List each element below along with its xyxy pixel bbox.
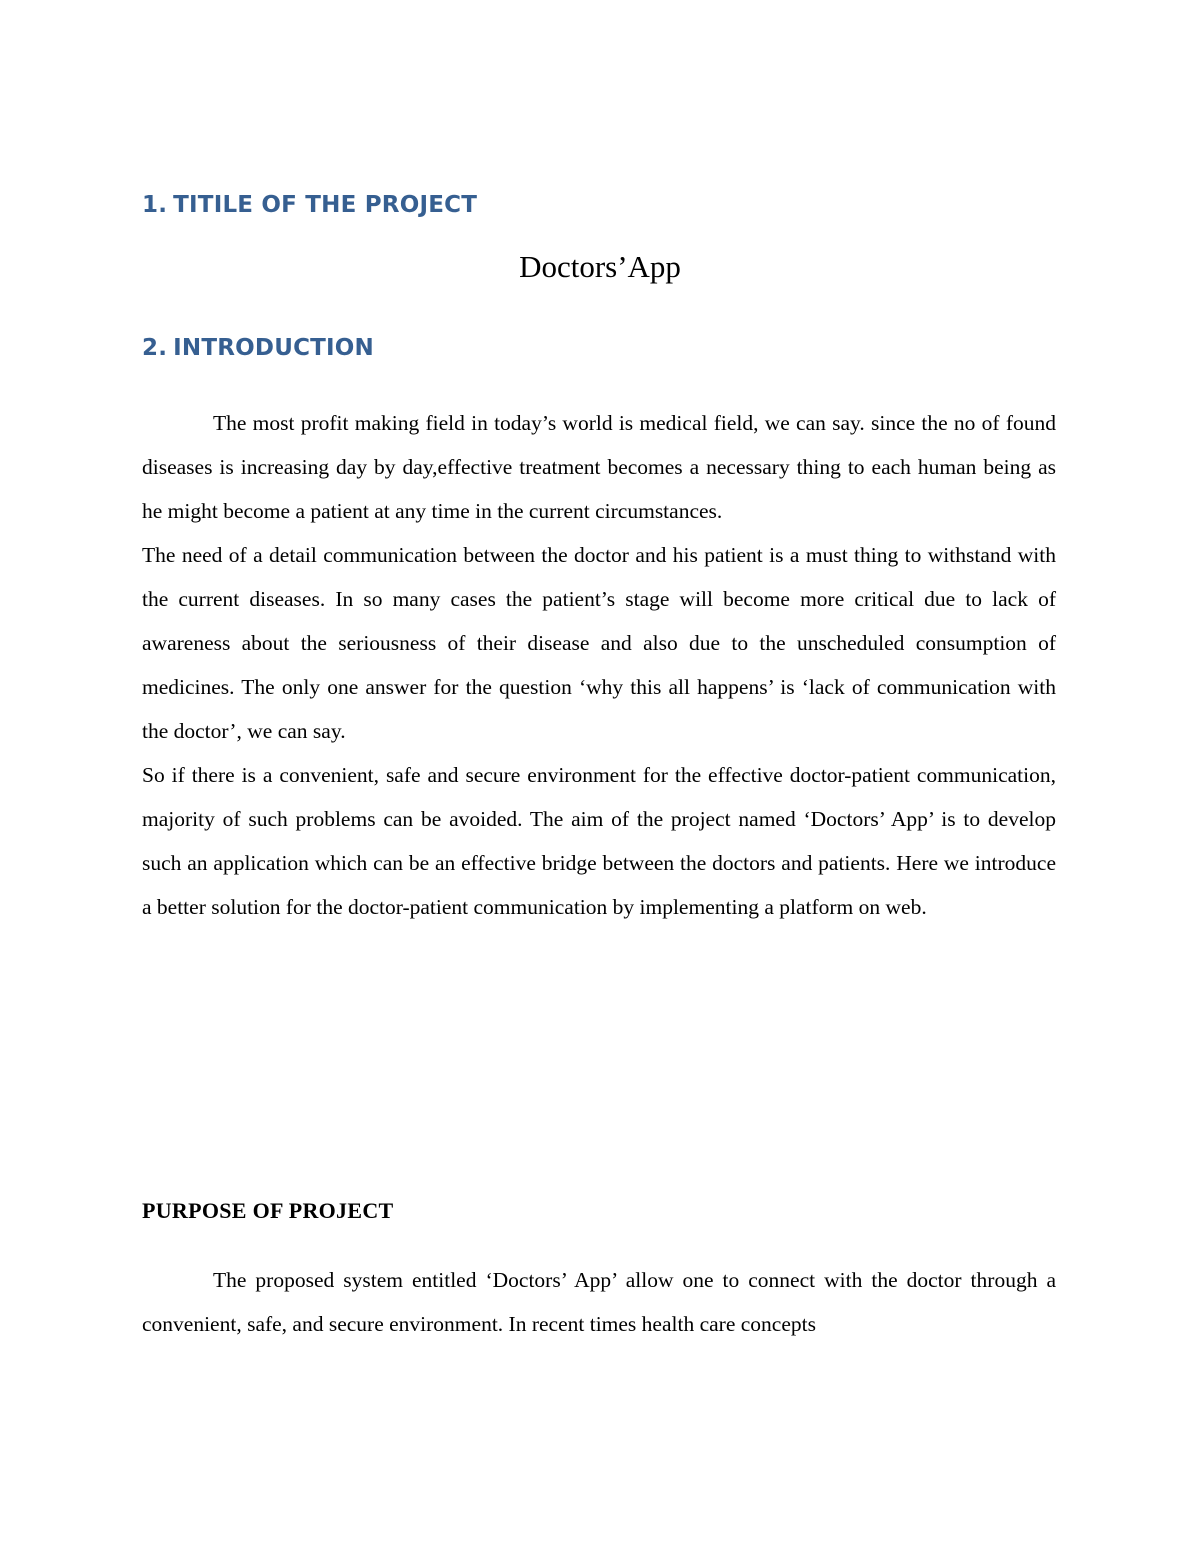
section-heading-title-of-project: [142, 192, 477, 218]
intro-paragraph-1: The most profit making field in today’s world is medical field, we can say. since the no of found diseases is increasing day by day,effective treatment becomes a necessary thing to each human being as he might become a patient at any time in the current circumstances.: [142, 411, 1056, 523]
purpose-paragraph: The proposed system entitled ‘Doctors’ App’ allow one to connect with the doctor through a convenient, safe, and secure environment. In recent times health care concepts: [142, 1268, 1056, 1336]
section-heading-text: TITILE OF THE PROJECT: [173, 192, 478, 218]
purpose-heading: PURPOSE OF PROJECT: [142, 1198, 394, 1223]
section-number: 2.: [142, 335, 168, 361]
section-heading-introduction: [142, 335, 374, 361]
intro-paragraph-3: So if there is a convenient, safe and secure environment for the effective doctor-patient communication, majority of such problems can be avoided. The aim of the project named ‘Doctors’ App’ is to develop such an application which can be an effective bridge between the doctors and patients. Here we introduce a better solution for the doctor-patient communication by implementing a platform on web.: [142, 763, 1056, 919]
purpose-body: [142, 1258, 1056, 1346]
intro-paragraph-2: The need of a detail communication between the doctor and his patient is a must thing to withstand with the current diseases. In so many cases the patient’s stage will become more critical due to lack of awareness about the seriousness of their disease and also due to the unscheduled consumption of medicines. The only one answer for the question ‘why this all happens’ is ‘lack of communication with the doctor’, we can say.: [142, 543, 1056, 743]
section-number: 1.: [142, 192, 168, 218]
introduction-body: [142, 401, 1056, 929]
project-title: Doctors’App: [519, 249, 681, 284]
section-heading-text: INTRODUCTION: [173, 335, 375, 361]
